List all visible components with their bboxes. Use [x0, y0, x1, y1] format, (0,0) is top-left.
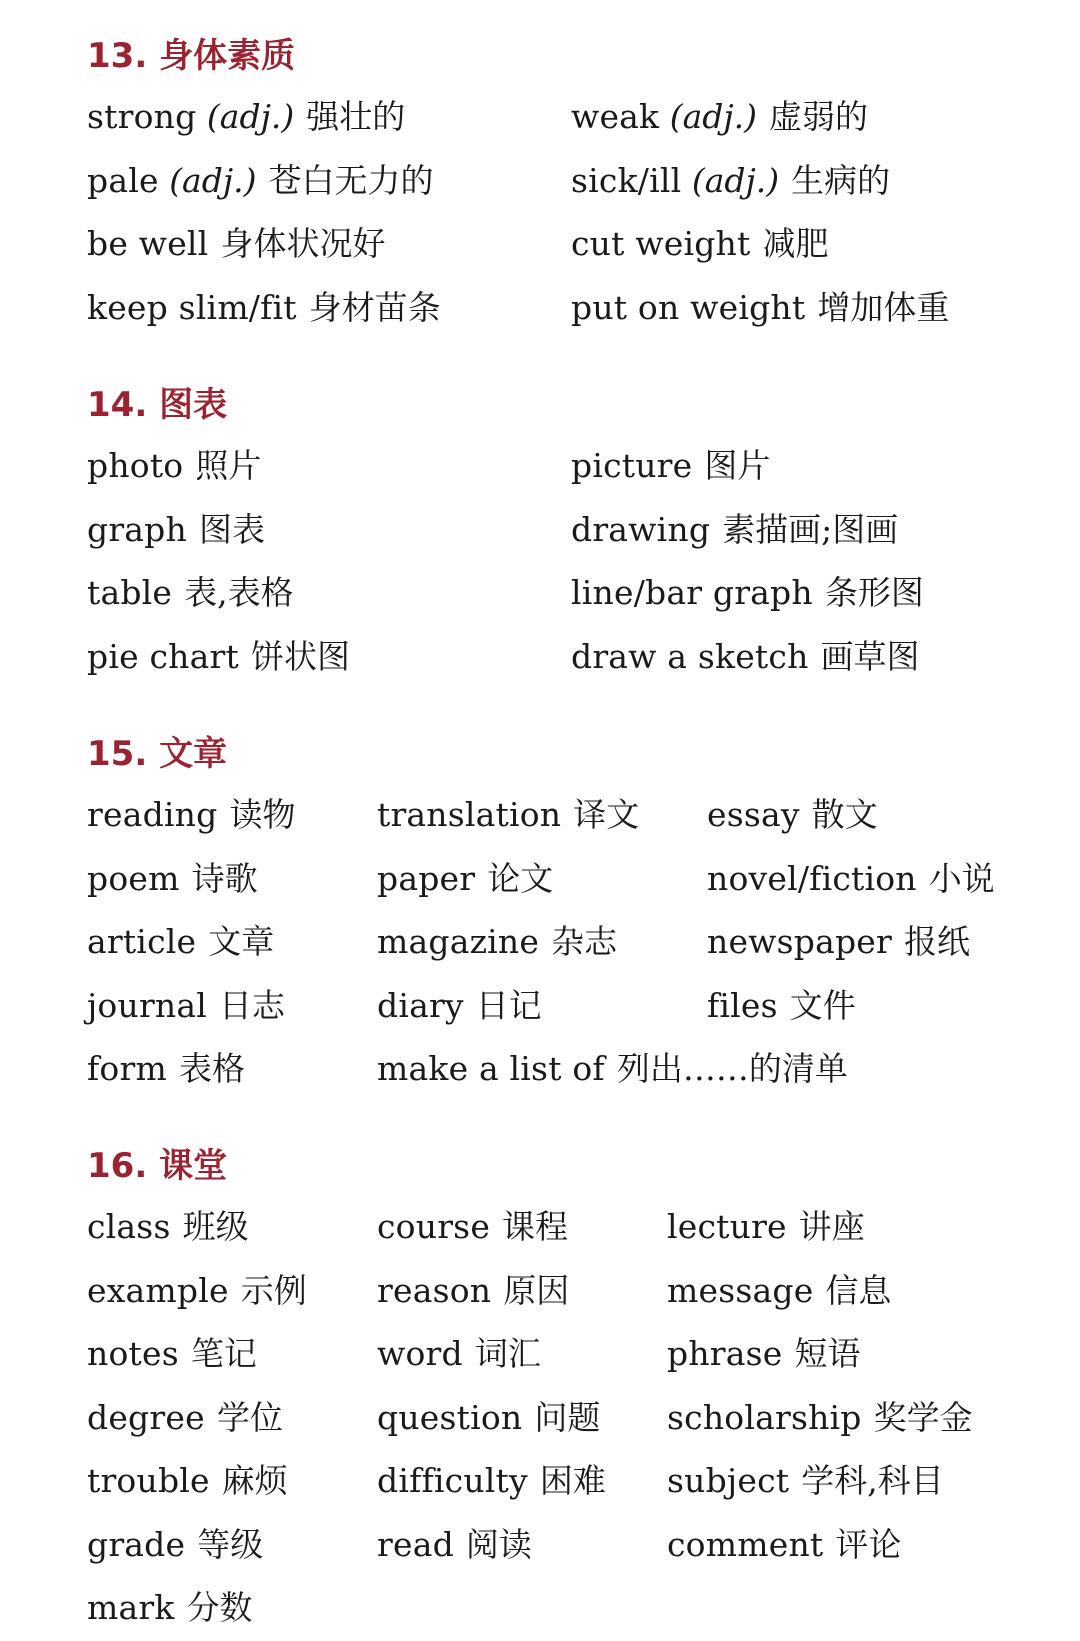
vocab-item: photo 照片	[87, 446, 262, 485]
vocab-item: mark 分数	[87, 1588, 253, 1627]
vocab-item: pie chart 饼状图	[87, 636, 350, 676]
vocab-item: novel/fiction 小说	[707, 858, 995, 898]
section-title: 16. 课堂	[87, 1146, 228, 1186]
section-physical-fitness	[87, 27, 1047, 339]
vocab-item: example 示例	[87, 1270, 307, 1310]
vocab-item: course 课程	[377, 1207, 569, 1246]
vocab-item: magazine 杂志	[377, 922, 618, 961]
vocab-item: cut weight 减肥	[571, 224, 829, 263]
vocab-grid	[87, 434, 1047, 688]
section-title: 15. 文章	[87, 734, 228, 774]
vocab-item: journal 日志	[87, 985, 286, 1025]
vocab-grid	[87, 783, 1047, 1101]
vocab-item: drawing 素描画;图画	[571, 509, 899, 549]
vocab-item: keep slim/fit 身材苗条	[87, 287, 441, 327]
vocab-item: weak (adj.) 虚弱的	[571, 97, 869, 136]
vocab-item: degree 学位	[87, 1397, 283, 1437]
vocab-item: trouble 麻烦	[87, 1461, 288, 1500]
vocab-item: article 文章	[87, 922, 275, 961]
vocab-item: grade 等级	[87, 1524, 264, 1564]
vocab-item: graph 图表	[87, 509, 265, 549]
vocab-item: reason 原因	[377, 1270, 570, 1310]
vocab-grid	[87, 1195, 1047, 1640]
vocab-grid	[87, 85, 1047, 339]
vocab-item: make a list of 列出……的清单	[377, 1049, 848, 1088]
vocab-item: table 表,表格	[87, 573, 294, 612]
vocab-item: translation 译文	[377, 795, 640, 834]
vocab-item: message 信息	[667, 1270, 892, 1310]
vocab-item: paper 论文	[377, 858, 554, 898]
vocab-item: be well 身体状况好	[87, 224, 386, 263]
vocab-item: question 问题	[377, 1397, 601, 1437]
section-title: 13. 身体素质	[87, 36, 296, 76]
vocab-item: poem 诗歌	[87, 858, 258, 898]
vocab-item: scholarship 奖学金	[667, 1397, 973, 1437]
section-articles	[87, 725, 1047, 1101]
vocab-item: files 文件	[707, 985, 856, 1025]
section-title: 14. 图表	[87, 385, 228, 425]
vocab-item: diary 日记	[377, 985, 542, 1025]
vocab-item: lecture 讲座	[667, 1207, 865, 1246]
vocab-item: line/bar graph 条形图	[571, 573, 924, 612]
vocab-item: class 班级	[87, 1207, 249, 1246]
vocab-item: word 词汇	[377, 1334, 541, 1373]
vocab-item: form 表格	[87, 1049, 245, 1088]
vocab-item: subject 学科,科目	[667, 1461, 944, 1500]
vocab-item: put on weight 增加体重	[571, 287, 950, 327]
vocab-item: essay 散文	[707, 795, 878, 834]
vocab-item: draw a sketch 画草图	[571, 636, 920, 676]
vocab-item: sick/ill (adj.) 生病的	[571, 160, 891, 200]
vocab-item: newspaper 报纸	[707, 922, 970, 961]
vocab-item: comment 评论	[667, 1524, 902, 1564]
vocab-item: pale (adj.) 苍白无力的	[87, 160, 434, 200]
vocab-item: strong (adj.) 强壮的	[87, 97, 406, 136]
vocab-item: reading 读物	[87, 795, 296, 834]
vocab-item: phrase 短语	[667, 1334, 861, 1373]
section-charts	[87, 376, 1047, 688]
section-classroom	[87, 1137, 1047, 1640]
vocab-item: picture 图片	[571, 446, 771, 485]
vocab-item: notes 笔记	[87, 1334, 257, 1373]
vocab-item: read 阅读	[377, 1524, 532, 1564]
vocab-item: difficulty 困难	[377, 1461, 606, 1500]
